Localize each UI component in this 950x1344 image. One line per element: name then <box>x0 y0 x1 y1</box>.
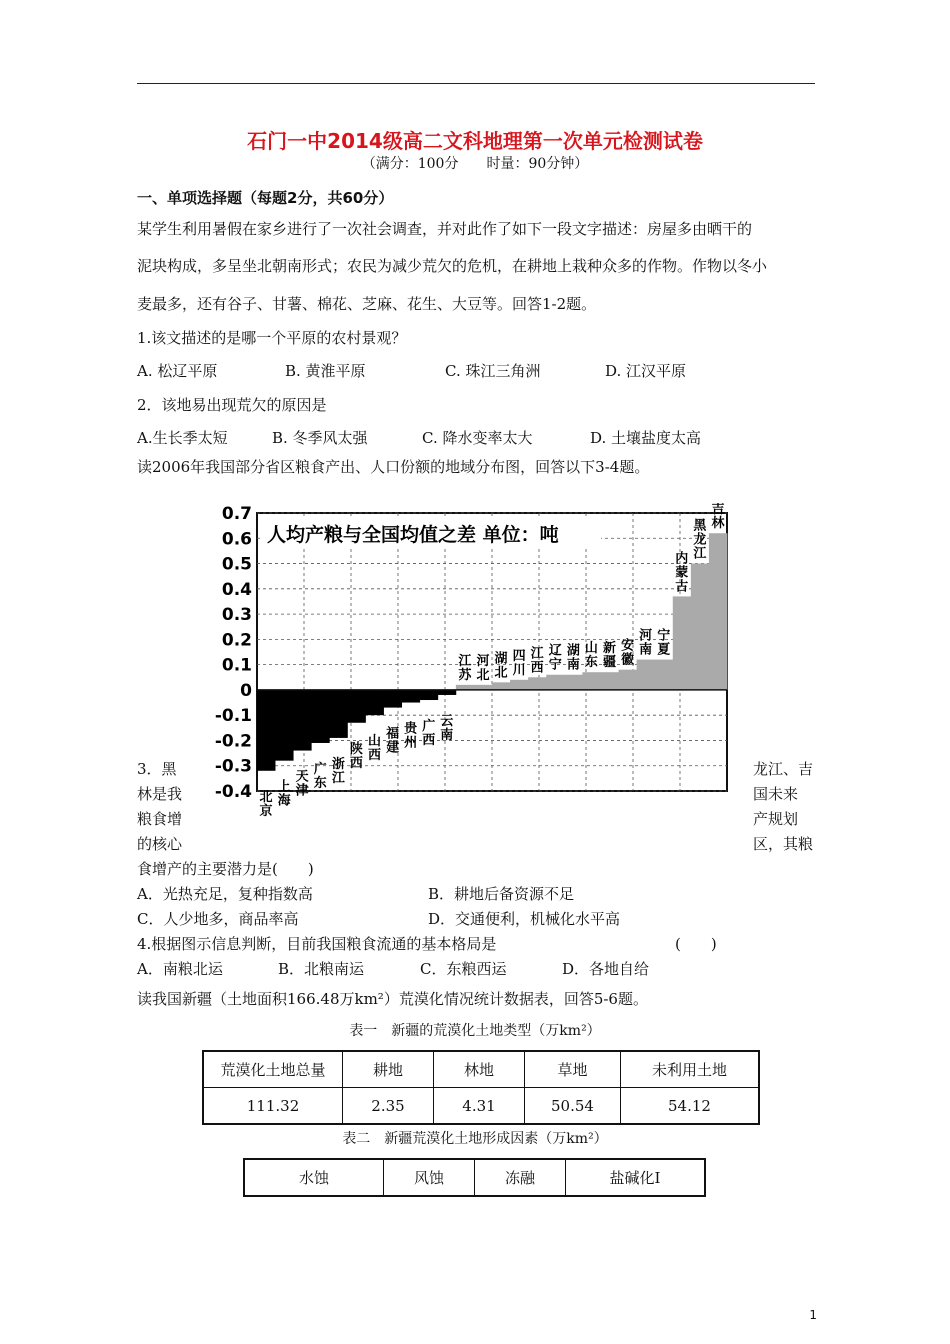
table-cell: 荒漠化土地总量 <box>203 1051 343 1088</box>
table-intro: 读我国新疆（土地面积166.48万km²）荒漠化情况统计数据表，回答5-6题。 <box>137 990 648 1008</box>
section-heading: 一、单项选择题（每题2分，共60分） <box>137 189 394 207</box>
q4-option-b: B．北粮南运 <box>278 960 365 978</box>
bar-江西 <box>528 677 546 690</box>
bar-河北 <box>474 685 492 690</box>
bar-陕西 <box>347 690 365 723</box>
q2-option-d: D. 土壤盐度太高 <box>590 429 702 447</box>
intro-line-2: 泥块构成，多呈坐北朝南形式；农民为减少荒欠的危机，在耕地上栽种众多的作物。作物以冬小 <box>137 257 768 275</box>
y-tick-label: -0.2 <box>214 731 252 752</box>
category-label-河北: 河北 <box>476 653 490 683</box>
table2-caption: 表二 新疆荒漠化土地形成因素（万km²） <box>342 1131 608 1147</box>
table-cell: 水蚀 <box>244 1159 384 1196</box>
category-label-黑龙江: 黑龙江 <box>693 518 707 562</box>
q3-line4-left: 的核心 <box>137 835 183 853</box>
bar-山东 <box>582 672 600 690</box>
q3-option-a: A．光热充足，复种指数高 <box>137 885 313 903</box>
top-rule <box>137 83 815 84</box>
q4-option-c: C．东粮西运 <box>420 960 507 978</box>
table-cell: 风蚀 <box>384 1159 475 1196</box>
table1 <box>202 1050 760 1125</box>
bar-山西 <box>365 690 383 715</box>
exam-info: （满分：100分 时量：90分钟） <box>361 156 589 172</box>
category-label-上海: 上海 <box>277 779 291 809</box>
y-tick-label: 0.4 <box>221 579 252 600</box>
y-tick-label: -0.4 <box>214 782 252 802</box>
chart-title: 人均产粮与全国均值之差 单位：吨 <box>267 524 559 546</box>
q1-option-b: B. 黄淮平原 <box>285 362 366 380</box>
q1-option-a: A. 松辽平原 <box>137 362 218 380</box>
table-cell: 草地 <box>525 1051 621 1088</box>
page-title: 石门一中2014级高二文科地理第一次单元检测试卷 <box>247 129 703 153</box>
bar-河南 <box>637 660 655 690</box>
category-label-福建: 福建 <box>386 726 400 756</box>
table-cell: 4.31 <box>434 1088 525 1125</box>
category-label-浙江: 浙江 <box>331 756 345 786</box>
table-cell: 林地 <box>434 1051 525 1088</box>
category-label-宁夏: 宁夏 <box>657 628 671 658</box>
q4-stem: 4.根据图示信息判断，目前我国粮食流通的基本格局是 <box>137 935 497 953</box>
chart-intro: 读2006年我国部分省区粮食产出、人口份额的地域分布图，回答以下3-4题。 <box>137 458 650 476</box>
bar-福建 <box>384 690 402 708</box>
category-label-河南: 河南 <box>639 628 653 658</box>
category-label-江苏: 江苏 <box>458 653 472 683</box>
bar-吉林 <box>709 533 727 690</box>
q3-line2-left: 林是我 <box>137 785 183 803</box>
y-tick-label: 0.2 <box>221 630 252 651</box>
table-cell: 未利用土地 <box>621 1051 760 1088</box>
y-tick-label: 0.3 <box>221 605 252 626</box>
q4-bracket: ( ) <box>675 935 717 953</box>
y-tick-label: -0.3 <box>214 756 252 777</box>
bar-内蒙古 <box>673 596 691 690</box>
page-number: 1 <box>809 1308 817 1322</box>
q3-line2-right: 国未来 <box>753 785 799 803</box>
q1-option-d: D. 江汉平原 <box>605 362 687 380</box>
bar-宁夏 <box>655 660 673 690</box>
category-label-山西: 山西 <box>367 734 382 764</box>
bar-上海 <box>275 690 293 761</box>
y-tick-label: -0.1 <box>214 706 252 727</box>
q3-line3-left: 粮食增 <box>137 810 183 828</box>
q3-line4-right: 区，其粮 <box>753 835 814 853</box>
y-tick-label: 0.6 <box>221 529 252 550</box>
intro-line-3: 麦最多，还有谷子、甘薯、棉花、芝麻、花生、大豆等。回答1-2题。 <box>137 295 597 313</box>
y-tick-label: 0.1 <box>221 655 252 676</box>
table-cell: 耕地 <box>343 1051 434 1088</box>
category-label-湖南: 湖南 <box>566 643 580 673</box>
category-label-内蒙古: 内蒙古 <box>675 551 689 595</box>
bar-天津 <box>293 690 311 751</box>
table-cell: 111.32 <box>203 1088 343 1125</box>
category-label-天津: 天津 <box>295 769 309 799</box>
intro-line-1: 某学生利用暑假在家乡进行了一次社会调查，并对此作了如下一段文字描述：房屋多由晒干的 <box>137 220 753 238</box>
category-label-新疆: 新疆 <box>602 641 617 671</box>
q3-line5: 食增产的主要潜力是( ) <box>137 860 314 878</box>
bar-贵州 <box>402 690 420 703</box>
table-row <box>203 1088 759 1125</box>
q3-option-c: C．人少地多，商品率高 <box>137 910 299 928</box>
bar-辽宁 <box>546 675 564 690</box>
category-label-云南: 云南 <box>440 713 454 743</box>
category-label-山东: 山东 <box>584 641 598 671</box>
q4-option-d: D．各地自给 <box>562 960 650 978</box>
q3-line3-right: 产规划 <box>753 810 799 828</box>
q2-stem: 2．该地易出现荒欠的原因是 <box>137 396 327 414</box>
table-cell: 54.12 <box>621 1088 760 1125</box>
table-cell: 2.35 <box>343 1088 434 1125</box>
y-tick-label: 0.7 <box>221 504 252 524</box>
q3-option-b: B．耕地后备资源不足 <box>428 885 575 903</box>
y-tick-label: 0 <box>240 680 252 701</box>
bar-黑龙江 <box>691 564 709 690</box>
q2-option-c: C. 降水变率太大 <box>422 429 533 447</box>
category-label-广东: 广东 <box>313 761 327 791</box>
category-label-辽宁: 辽宁 <box>548 643 562 673</box>
q2-option-b: B. 冬季风太强 <box>272 429 368 447</box>
table2 <box>243 1158 706 1197</box>
category-label-四川: 四川 <box>512 648 526 678</box>
bar-湖南 <box>564 675 582 690</box>
y-tick-label: 0.5 <box>221 554 252 575</box>
category-label-陕西: 陕西 <box>349 741 363 771</box>
category-label-广西: 广西 <box>422 719 436 749</box>
bar-北京 <box>257 690 275 771</box>
grain-chart <box>205 503 750 833</box>
table-row <box>244 1159 705 1196</box>
category-label-湖北: 湖北 <box>494 651 508 681</box>
bar-江苏 <box>456 685 474 690</box>
q3-line1-left: 3．黑 <box>137 760 177 778</box>
q2-option-a: A.生长季太短 <box>137 429 228 447</box>
q3-option-d: D．交通便利，机械化水平高 <box>428 910 621 928</box>
bar-湖北 <box>492 682 510 690</box>
bar-云南 <box>438 690 456 695</box>
category-label-吉林: 吉林 <box>711 503 725 532</box>
category-label-江西: 江西 <box>530 646 544 676</box>
bar-四川 <box>510 680 528 690</box>
q1-stem: 1.该文描述的是哪一个平原的农村景观？ <box>137 329 407 347</box>
table-cell: 冻融 <box>475 1159 566 1196</box>
q1-option-c: C. 珠江三角洲 <box>445 362 541 380</box>
bar-广西 <box>420 690 438 700</box>
table1-caption: 表一 新疆的荒漠化土地类型（万km²） <box>349 1023 601 1039</box>
category-label-北京: 北京 <box>259 789 273 819</box>
table-row <box>203 1051 759 1088</box>
table-cell: 盐碱化I <box>566 1159 706 1196</box>
table-cell: 50.54 <box>525 1088 621 1125</box>
bar-新疆 <box>600 672 618 690</box>
category-label-贵州: 贵州 <box>404 721 418 751</box>
category-label-安徽: 安徽 <box>621 638 635 668</box>
q3-line1-right: 龙江、吉 <box>753 760 814 778</box>
bar-广东 <box>311 690 329 743</box>
q4-option-a: A．南粮北运 <box>137 960 223 978</box>
bar-安徽 <box>619 670 637 690</box>
bar-浙江 <box>329 690 347 738</box>
